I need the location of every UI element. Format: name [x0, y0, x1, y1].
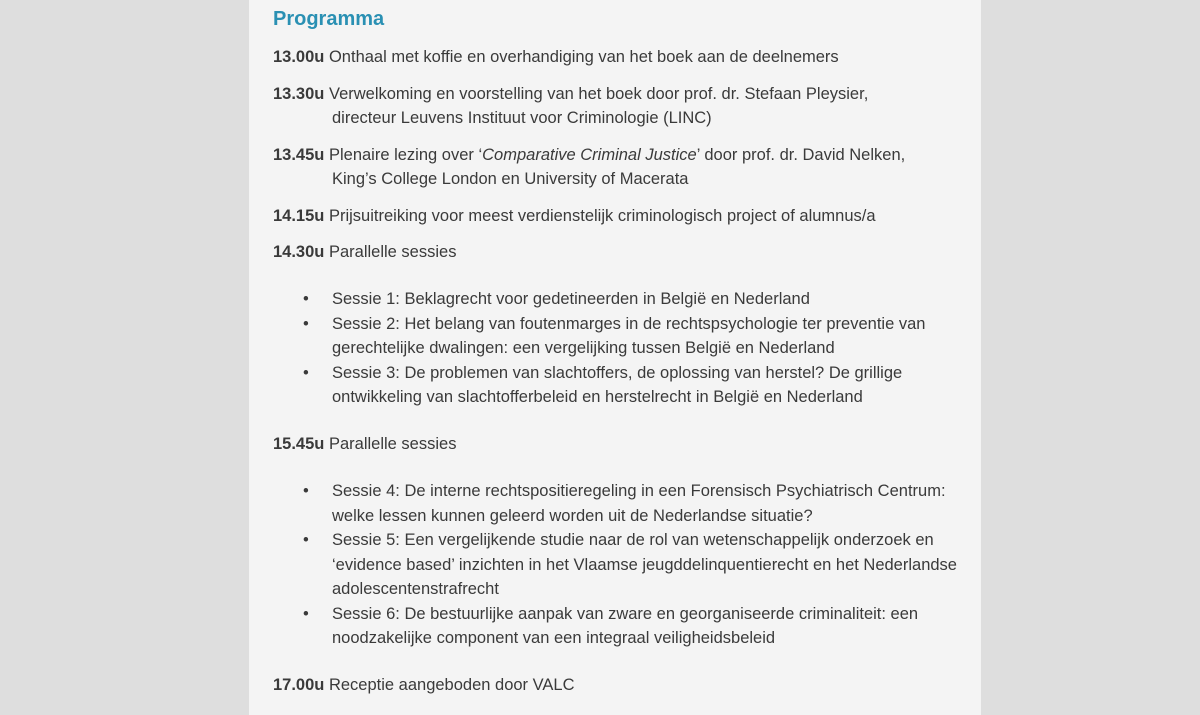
list-item — [273, 312, 963, 361]
entry-text: Verwelkoming en voorstelling van het boek door prof. dr. Stefaan Pleysier, — [328, 85, 869, 103]
entry-text: Parallelle sessies — [328, 243, 457, 261]
program-page — [249, 0, 981, 715]
list-item — [273, 361, 963, 410]
session-line: adolescentenstrafrecht — [332, 580, 499, 598]
entry-time: 13.00u — [273, 48, 325, 66]
entry-text: Onthaal met koffie en overhandiging van het boek aan de deelnemers — [328, 48, 839, 66]
entry-text: Prijsuitreiking voor meest verdienstelijk criminologisch project of alumnus/a — [328, 207, 876, 225]
entry-time: 14.15u — [273, 207, 325, 225]
session-line: Sessie 1: Beklagrecht voor gedetineerden in België en Nederland — [332, 290, 810, 308]
entry-text: Receptie aangeboden door VALC — [328, 676, 575, 694]
page-title: Programma — [273, 8, 385, 30]
session-line: ‘evidence based’ inzichten in het Vlaamse jeugddelinquentierecht en het Nederlandse — [332, 555, 957, 574]
program-entry — [273, 673, 963, 697]
session-line: Sessie 5: Een vergelijkende studie naar de rol van wetenschappelijk onderzoek en — [332, 531, 934, 549]
list-item — [273, 479, 963, 528]
entry-continuation: directeur Leuvens Instituut voor Criminologie (LINC) — [332, 109, 712, 127]
program-entry — [273, 432, 963, 456]
session-line: gerechtelijke dwalingen: een vergelijking tussen België en Nederland — [332, 339, 835, 357]
lecture-title: Comparative Criminal Justice — [482, 146, 697, 164]
entry-time: 13.45u — [273, 146, 325, 164]
list-item — [273, 602, 963, 651]
bullet-icon: • — [303, 604, 309, 623]
list-item — [273, 528, 963, 602]
program-entry — [273, 204, 963, 228]
entry-text: Parallelle sessies — [328, 435, 457, 453]
session-list — [273, 479, 963, 651]
session-line: welke lessen kunnen geleerd worden uit de Nederlandse situatie? — [332, 506, 813, 525]
entry-time: 14.30u — [273, 243, 325, 261]
entry-time: 13.30u — [273, 85, 325, 103]
bullet-icon: • — [303, 531, 309, 549]
session-line: Sessie 4: De interne rechtspositieregeling in een Forensisch Psychiatrisch Centrum: — [332, 482, 946, 500]
entry-continuation: King’s College London en University of Macerata — [332, 170, 689, 188]
entry-time: 17.00u — [273, 676, 325, 694]
session-line: ontwikkeling van slachtofferbeleid en herstelrecht in België en Nederland — [332, 388, 863, 406]
program-entry — [273, 45, 963, 69]
entry-text-post: ’ door prof. dr. David Nelken, — [696, 146, 906, 164]
entry-time: 15.45u — [273, 435, 325, 453]
bullet-icon: • — [303, 290, 309, 308]
session-line: Sessie 6: De bestuurlijke aanpak van zware en georganiseerde criminaliteit: een — [332, 604, 919, 623]
session-list — [273, 287, 963, 410]
session-line: Sessie 3: De problemen van slachtoffers, de oplossing van herstel? De grillige — [332, 363, 903, 382]
bullet-icon: • — [303, 314, 309, 333]
program-entry — [273, 143, 963, 191]
program-entry — [273, 240, 963, 264]
session-line: Sessie 2: Het belang van foutenmarges in de rechtspsychologie ter preventie van — [332, 314, 926, 333]
program-entry — [273, 82, 963, 130]
session-line: noodzakelijke component van een integraal veiligheidsbeleid — [332, 629, 776, 647]
bullet-icon: • — [303, 482, 309, 500]
list-item — [273, 287, 963, 312]
entry-text-pre: Plenaire lezing over ‘ — [328, 146, 483, 164]
bullet-icon: • — [303, 363, 309, 382]
